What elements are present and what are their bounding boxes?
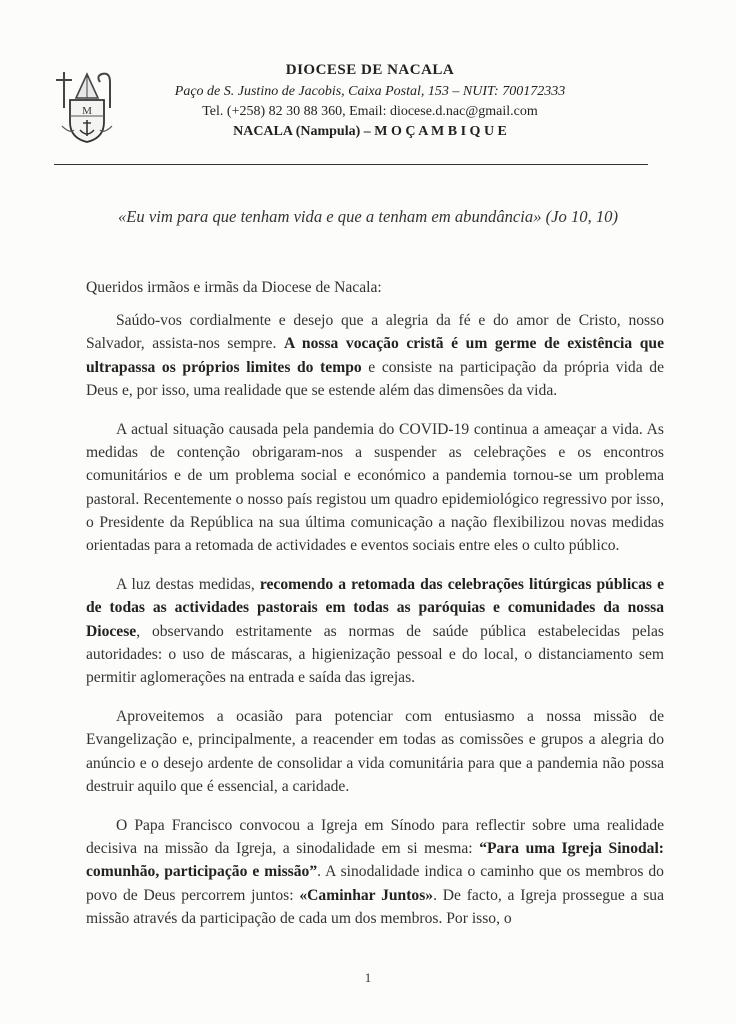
letterhead — [0, 0, 736, 170]
letter-body — [86, 276, 664, 946]
p3-text-a: A luz destas medidas, — [116, 576, 260, 594]
p5-text-c: . A sinodalidade indica o caminho que os membros do povo de Deus percorrem juntos: — [86, 863, 664, 904]
letterhead-divider — [54, 164, 648, 165]
paragraph-5 — [86, 814, 664, 930]
p1-text-c: e consiste na participação da própria vida de Deus e, por isso, uma realidade que se estende além das dimensões da vida. — [86, 358, 664, 399]
p5-text-e: . De facto, a Igreja prossegue a sua missão através da participação de cada um dos membros. Por isso, o — [86, 886, 665, 927]
diocese-name: DIOCESE DE NACALA — [285, 62, 455, 78]
diocese-contact: Tel. (+258) 82 30 88 360, Email: diocese.d.nac@gmail.com — [202, 104, 538, 119]
greeting: Queridos irmãos e irmãs da Diocese de Nacala: — [86, 279, 382, 296]
bible-motto: «Eu vim para que tenham vida e que a tenham em abundância» (Jo 10, 10) — [117, 207, 618, 226]
p3-emphasis: recomendo a retomada das celebrações litúrgicas públicas e de todas as actividades pastorais em todas as paróquias e comunidades da nossa Diocese — [86, 576, 664, 640]
page-number: 1 — [364, 970, 372, 985]
diocese-seal-icon — [52, 68, 122, 144]
p5-text-a: O Papa Francisco convocou a Igreja em Sínodo para reflectir sobre uma realidade decisiva na missão da Igreja, a sinodalidade em si mesma: — [86, 817, 664, 858]
diocese-location: NACALA (Nampula) – M O Ç A M B I Q U E — [233, 124, 507, 139]
paragraph-4: Aproveitemos a ocasião para potenciar com entusiasmo a nossa missão de Evangelização e, principalmente, a reacender em todas as comissões e grupos a alegria do anúncio e o desejo ardente de consolidar a vida comunitária para que a pandemia não possa destruir aquilo que é essencial, a caridade. — [86, 708, 664, 795]
svg-text:M: M — [82, 105, 92, 117]
diocese-address: Paço de S. Justino de Jacobis, Caixa Postal, 153 – NUIT: 700172333 — [174, 84, 566, 99]
p1-emphasis: A nossa vocação cristã é um germe de existência que ultrapassa os próprios limites do tempo — [86, 335, 664, 376]
p5-synod-title: “Para uma Igreja Sinodal: comunhão, participação e missão” — [86, 840, 664, 881]
paragraph-1 — [86, 309, 664, 402]
letterhead-text — [130, 62, 610, 142]
p1-text-a: Saúdo-vos cordialmente e desejo que a alegria da fé e do amor de Cristo, nosso Salvador, assista-nos sempre. — [86, 312, 664, 353]
paragraph-3 — [86, 573, 664, 689]
p5-walk-together: «Caminhar Juntos» — [299, 886, 434, 904]
paragraph-2: A actual situação causada pela pandemia do COVID-19 continua a ameaçar a vida. As medidas de contenção obrigaram-nos a suspender as celebrações e os encontros comunitários e de um problema social e económico a pandemia tornou-se um problema pastoral. Recentemente o nosso país registou um quadro epidemiológico regressivo por isso, o Presidente da República na sua última comunicação a nação flexibilizou novas medidas orientadas para a retomada de actividades e eventos sociais entre eles o culto público. — [86, 421, 664, 555]
p3-text-c: , observando estritamente as normas de saúde pública estabelecidas pelas autoridades: o uso de máscaras, a higienização pessoal e do local, o distanciamento sem permitir aglomerações na entrada e saída das igrejas. — [86, 622, 664, 687]
